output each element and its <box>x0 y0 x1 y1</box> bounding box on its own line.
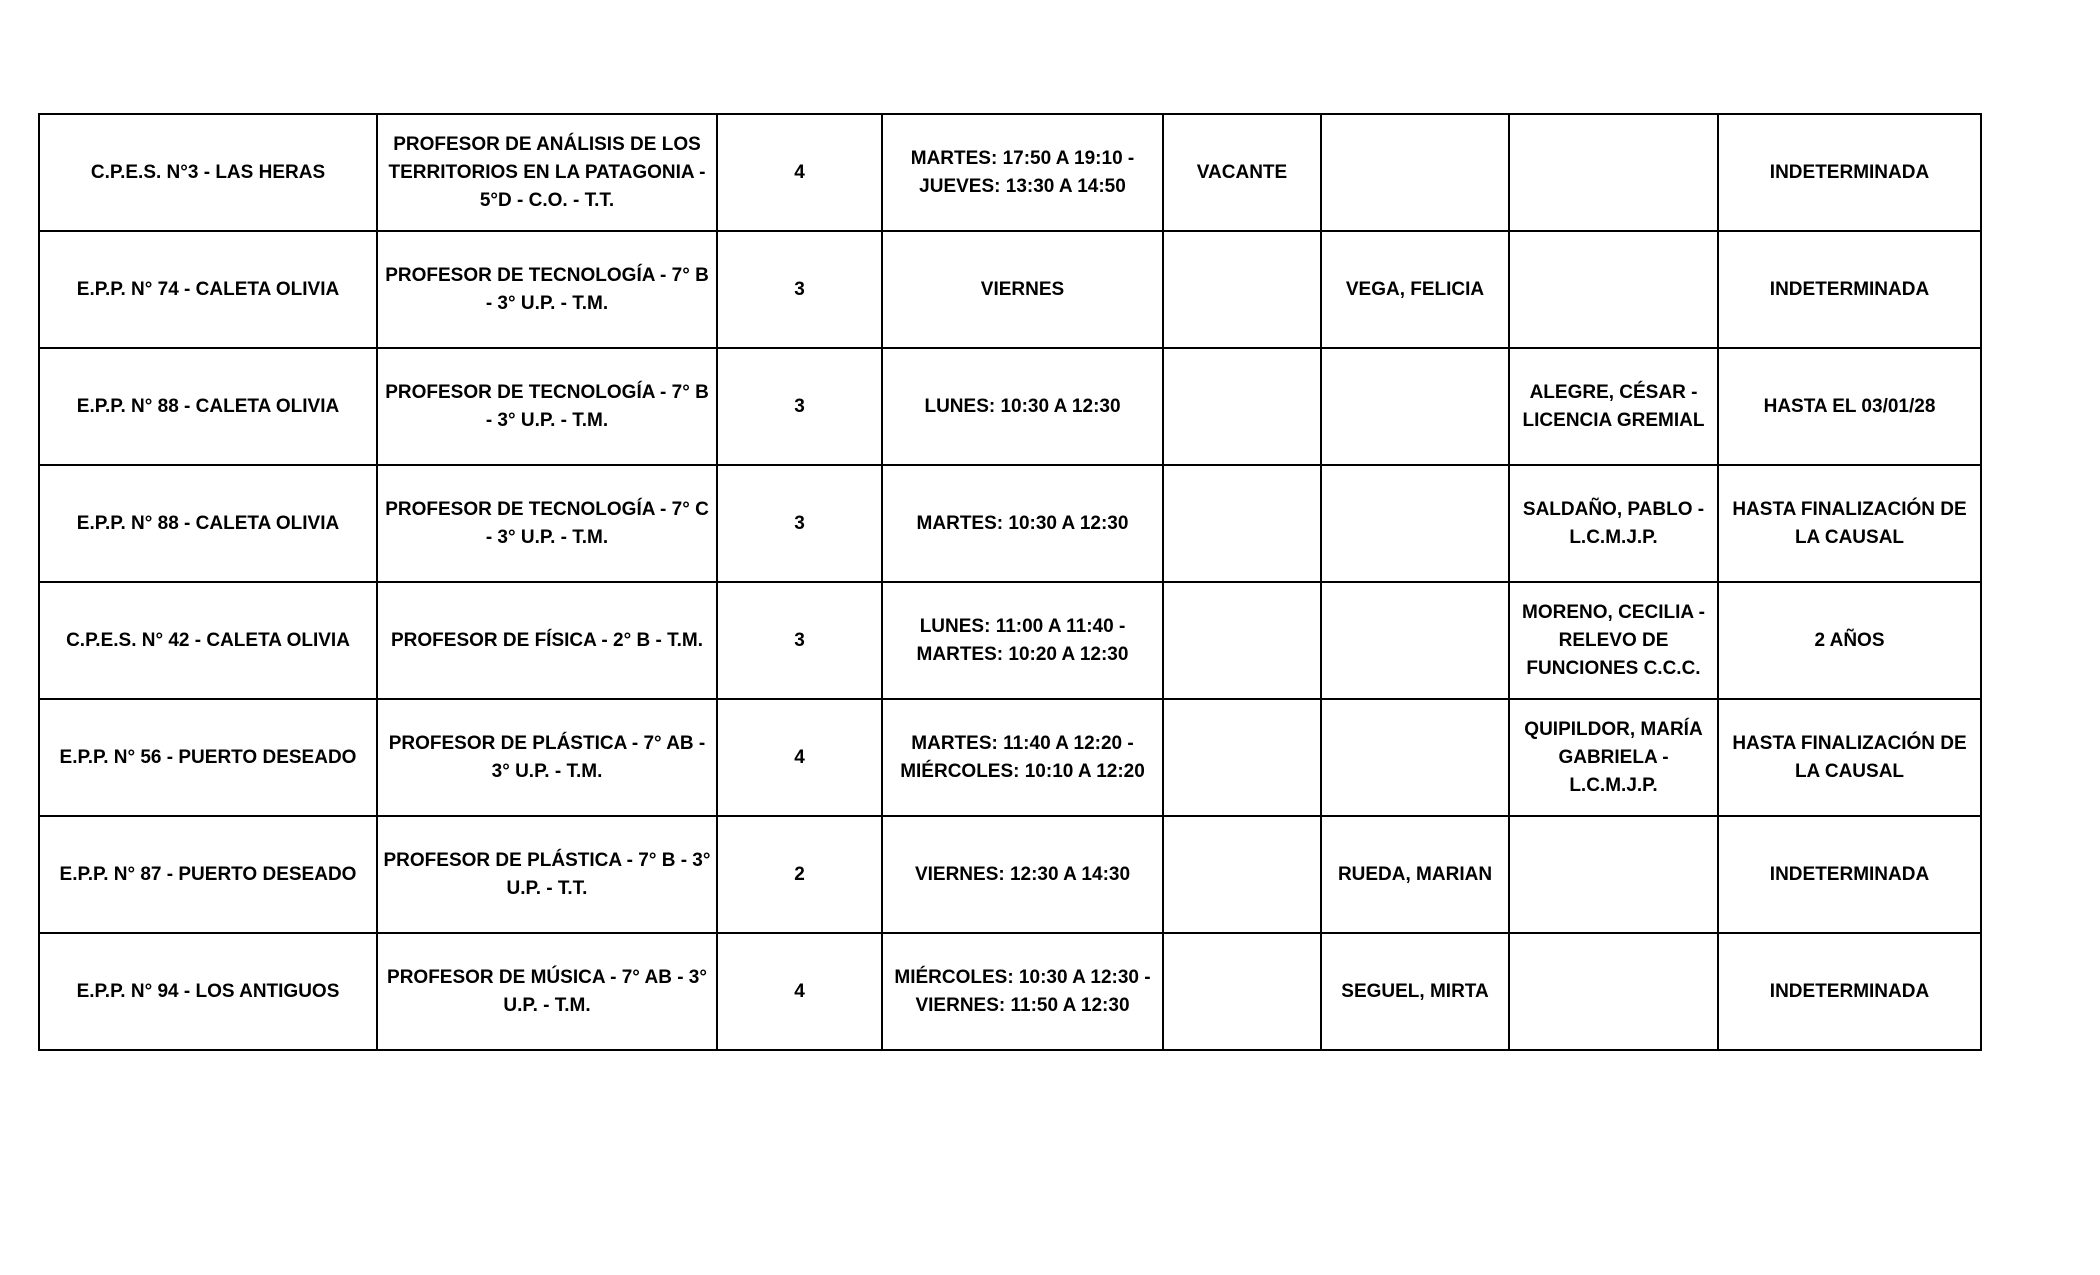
holder-cell: SEGUEL, MIRTA <box>1321 933 1509 1050</box>
holder-cell <box>1321 699 1509 816</box>
replaced-cell: MORENO, CECILIA - RELEVO DE FUNCIONES C.C.C. <box>1509 582 1718 699</box>
position-cell: PROFESOR DE MÚSICA - 7° AB - 3° U.P. - T.M. <box>377 933 717 1050</box>
duration-cell: INDETERMINADA <box>1718 231 1981 348</box>
schedule-cell: MARTES: 11:40 A 12:20 - MIÉRCOLES: 10:10 A 12:20 <box>882 699 1163 816</box>
hours-cell: 3 <box>717 231 882 348</box>
hours-cell: 4 <box>717 114 882 231</box>
schedule-cell: MARTES: 10:30 A 12:30 <box>882 465 1163 582</box>
status-cell <box>1163 816 1321 933</box>
schedule-cell: MARTES: 17:50 A 19:10 - JUEVES: 13:30 A 14:50 <box>882 114 1163 231</box>
table-row <box>39 465 1981 582</box>
replaced-cell <box>1509 816 1718 933</box>
schedule-cell: LUNES: 11:00 A 11:40 - MARTES: 10:20 A 12:30 <box>882 582 1163 699</box>
institution-cell: E.P.P. N° 56 - PUERTO DESEADO <box>39 699 377 816</box>
duration-cell: HASTA EL 03/01/28 <box>1718 348 1981 465</box>
institution-cell: E.P.P. N° 74 - CALETA OLIVIA <box>39 231 377 348</box>
holder-cell <box>1321 348 1509 465</box>
hours-cell: 4 <box>717 699 882 816</box>
table-row <box>39 816 1981 933</box>
schedule-cell: MIÉRCOLES: 10:30 A 12:30 - VIERNES: 11:50 A 12:30 <box>882 933 1163 1050</box>
table-row <box>39 582 1981 699</box>
duration-cell: 2 AÑOS <box>1718 582 1981 699</box>
holder-cell <box>1321 582 1509 699</box>
duration-cell: HASTA FINALIZACIÓN DE LA CAUSAL <box>1718 465 1981 582</box>
replaced-cell: SALDAÑO, PABLO - L.C.M.J.P. <box>1509 465 1718 582</box>
position-cell: PROFESOR DE ANÁLISIS DE LOS TERRITORIOS EN LA PATAGONIA - 5°D - C.O. - T.T. <box>377 114 717 231</box>
holder-cell <box>1321 465 1509 582</box>
schedule-cell: VIERNES: 12:30 A 14:30 <box>882 816 1163 933</box>
replaced-cell <box>1509 231 1718 348</box>
position-cell: PROFESOR DE TECNOLOGÍA - 7° C - 3° U.P. - T.M. <box>377 465 717 582</box>
replaced-cell: ALEGRE, CÉSAR - LICENCIA GREMIAL <box>1509 348 1718 465</box>
position-cell: PROFESOR DE TECNOLOGÍA - 7° B - 3° U.P. - T.M. <box>377 348 717 465</box>
duration-cell: INDETERMINADA <box>1718 114 1981 231</box>
status-cell <box>1163 582 1321 699</box>
institution-cell: E.P.P. N° 94 - LOS ANTIGUOS <box>39 933 377 1050</box>
table-row <box>39 699 1981 816</box>
status-cell <box>1163 465 1321 582</box>
replaced-cell <box>1509 933 1718 1050</box>
status-cell <box>1163 348 1321 465</box>
replaced-cell: QUIPILDOR, MARÍA GABRIELA - L.C.M.J.P. <box>1509 699 1718 816</box>
duration-cell: INDETERMINADA <box>1718 933 1981 1050</box>
hours-cell: 3 <box>717 582 882 699</box>
duration-cell: HASTA FINALIZACIÓN DE LA CAUSAL <box>1718 699 1981 816</box>
replaced-cell <box>1509 114 1718 231</box>
schedule-cell: VIERNES <box>882 231 1163 348</box>
institution-cell: E.P.P. N° 88 - CALETA OLIVIA <box>39 348 377 465</box>
status-cell <box>1163 699 1321 816</box>
institution-cell: E.P.P. N° 88 - CALETA OLIVIA <box>39 465 377 582</box>
status-cell <box>1163 231 1321 348</box>
table-row <box>39 114 1981 231</box>
hours-cell: 4 <box>717 933 882 1050</box>
hours-cell: 2 <box>717 816 882 933</box>
table-row <box>39 348 1981 465</box>
position-cell: PROFESOR DE TECNOLOGÍA - 7° B - 3° U.P. - T.M. <box>377 231 717 348</box>
duration-cell: INDETERMINADA <box>1718 816 1981 933</box>
vacancy-table <box>38 113 1982 1051</box>
institution-cell: C.P.E.S. N°3 - LAS HERAS <box>39 114 377 231</box>
status-cell <box>1163 933 1321 1050</box>
hours-cell: 3 <box>717 465 882 582</box>
institution-cell: C.P.E.S. N° 42 - CALETA OLIVIA <box>39 582 377 699</box>
position-cell: PROFESOR DE FÍSICA - 2° B - T.M. <box>377 582 717 699</box>
schedule-cell: LUNES: 10:30 A 12:30 <box>882 348 1163 465</box>
holder-cell <box>1321 114 1509 231</box>
holder-cell: VEGA, FELICIA <box>1321 231 1509 348</box>
status-cell: VACANTE <box>1163 114 1321 231</box>
table-row <box>39 231 1981 348</box>
hours-cell: 3 <box>717 348 882 465</box>
table-row <box>39 933 1981 1050</box>
institution-cell: E.P.P. N° 87 - PUERTO DESEADO <box>39 816 377 933</box>
position-cell: PROFESOR DE PLÁSTICA - 7° AB - 3° U.P. - T.M. <box>377 699 717 816</box>
holder-cell: RUEDA, MARIAN <box>1321 816 1509 933</box>
position-cell: PROFESOR DE PLÁSTICA - 7° B - 3° U.P. - T.T. <box>377 816 717 933</box>
